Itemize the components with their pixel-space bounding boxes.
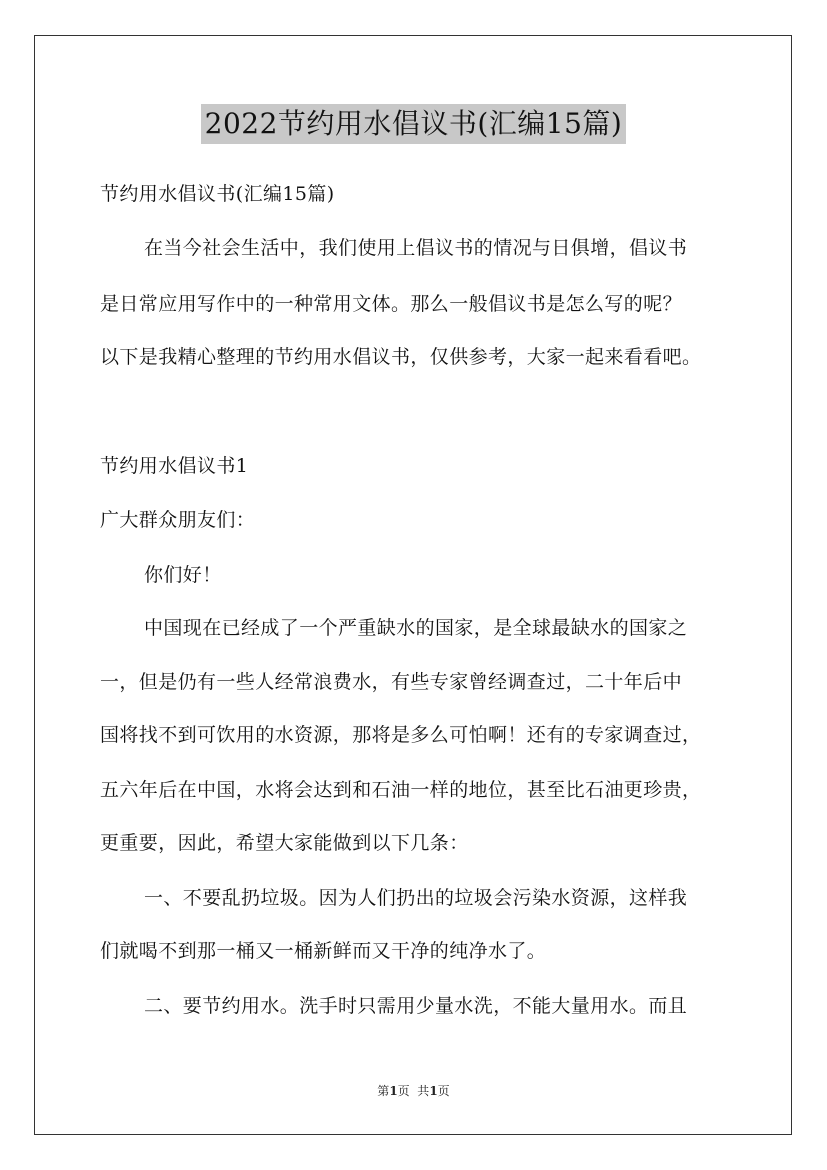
point1-line-2: 们就喝不到那一桶又一桶新鲜而又干净的纯净水了。 — [100, 940, 547, 962]
body-line-3: 国将找不到可饮用的水资源，那将是多么可怕啊！还有的专家调查过， — [100, 724, 702, 746]
intro-line-2: 是日常应用写作中的一种常用文体。那么一般倡议书是怎么写的呢？ — [100, 293, 683, 315]
footer-mid: 页 共 — [397, 1084, 430, 1098]
document-title-text: 2022节约用水倡议书(汇编15篇) — [201, 104, 627, 144]
footer-page-total: 1 — [429, 1084, 438, 1098]
intro-line-1: 在当今社会生活中，我们使用上倡议书的情况与日俱增，倡议书 — [144, 237, 688, 259]
page-footer — [0, 1083, 827, 1099]
body-line-4: 五六年后在中国，水将会达到和石油一样的地位，甚至比石油更珍贵， — [100, 779, 702, 801]
point2-line-1: 二、要节约用水。洗手时只需用少量水洗，不能大量用水。而且 — [144, 995, 688, 1017]
greeting: 你们好！ — [144, 564, 222, 586]
document-title — [0, 103, 827, 144]
body-line-5: 更重要，因此，希望大家能做到以下几条： — [100, 832, 469, 854]
intro-line-3: 以下是我精心整理的节约用水倡议书，仅供参考，大家一起来看看吧。 — [100, 346, 702, 368]
subtitle: 节约用水倡议书(汇编15篇) — [100, 183, 335, 205]
section-heading: 节约用水倡议书1 — [100, 455, 249, 477]
footer-suffix: 页 — [437, 1084, 450, 1098]
salutation: 广大群众朋友们： — [100, 509, 256, 531]
body-line-1: 中国现在已经成了一个严重缺水的国家，是全球最缺水的国家之 — [144, 617, 688, 639]
body-line-2: 一，但是仍有一些人经常浪费水，有些专家曾经调查过，二十年后中 — [100, 671, 683, 693]
point1-line-1: 一、不要乱扔垃圾。因为人们扔出的垃圾会污染水资源，这样我 — [144, 887, 688, 909]
footer-prefix: 第 — [377, 1084, 390, 1098]
footer-page-current: 1 — [389, 1084, 398, 1098]
